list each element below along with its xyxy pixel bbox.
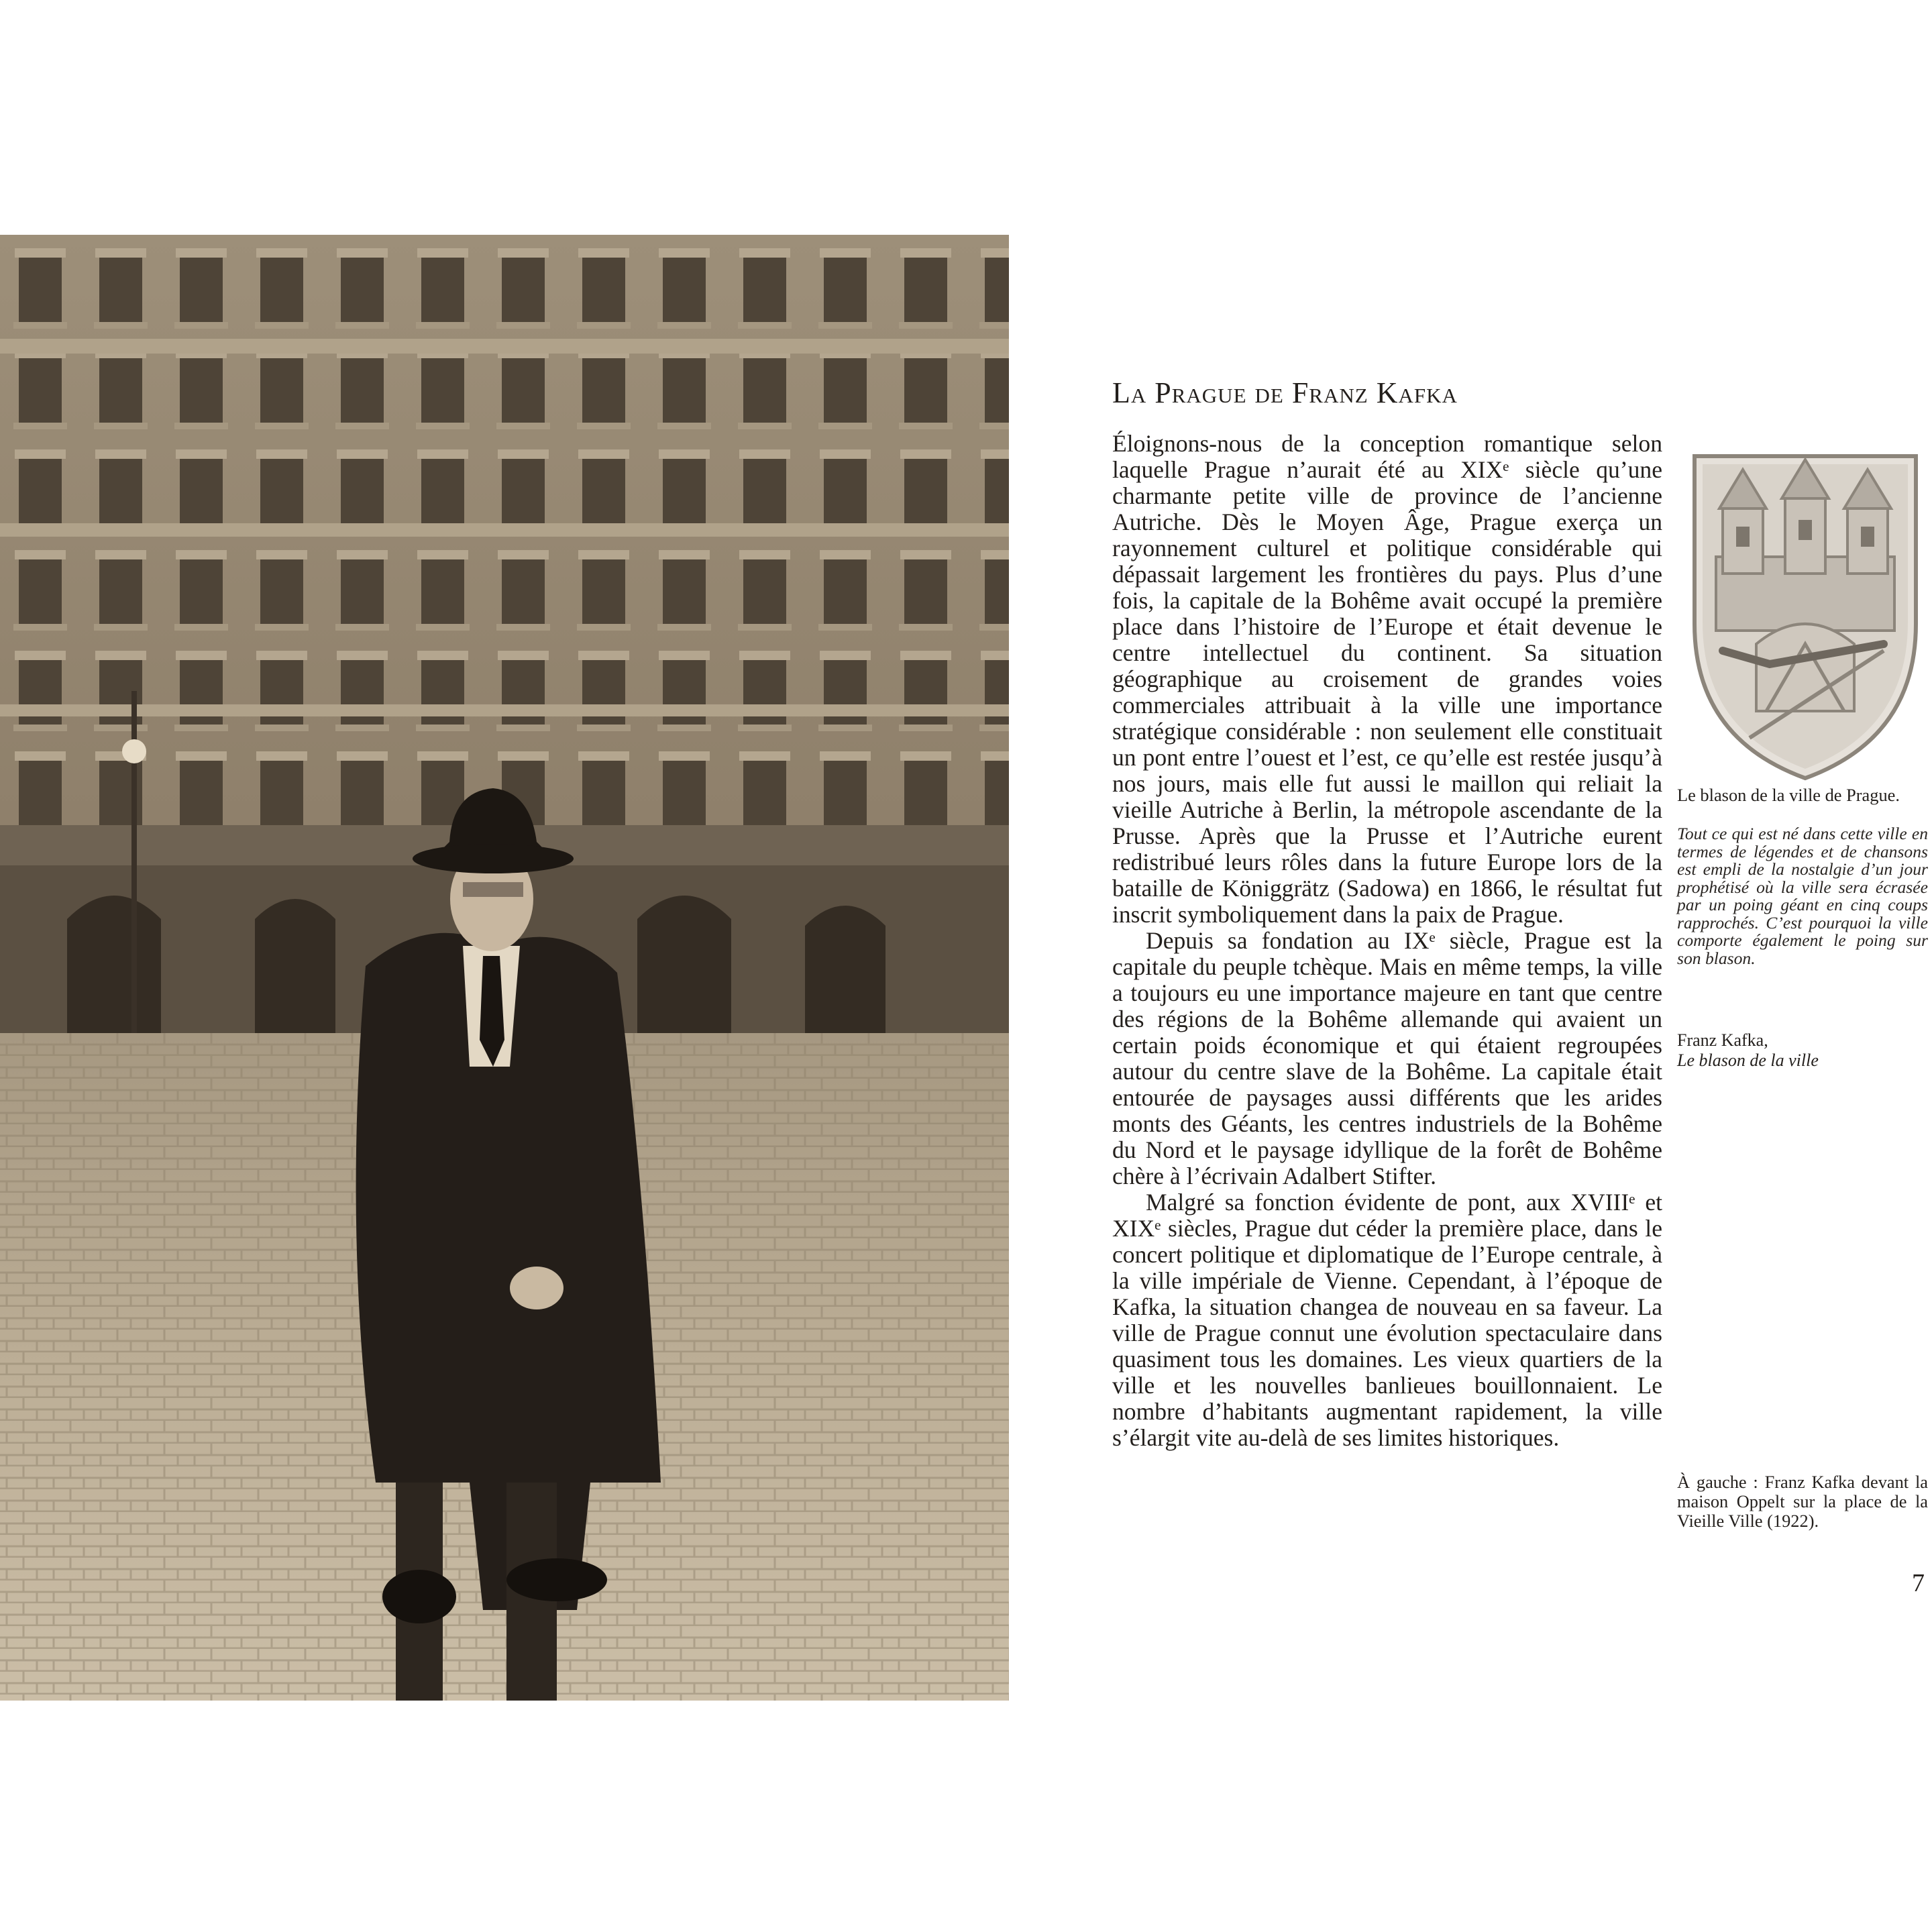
body-text [1112,431,1662,1451]
body-paragraph: Depuis sa fondation au IXᵉ siècle, Prague est la capitale du peuple tchèque. Mais en même temps, la ville a toujours eu une importance majeure en tant que centre des régions de la Bohême allemande qui avaient un certain poids économique et qui étaient regroupées autour du centre slave de la Bohême. La capitale était entourée de paysages aussi différents que les arides monts des Géants, les centres industriels de la Bohême du Nord et le paysage idyllique de la forêt de Bohême chère à l’écrivain Adalbert Stifter. [1112,927,1662,1189]
kafka-photograph [0,235,1009,1701]
quote-author: Franz Kafka, [1677,1030,1768,1050]
kafka-quote: Tout ce qui est né dans cette ville en termes de légendes et de chansons est empli de la nostalgie d’un jour prophétisé où la ville sera écrasée par un poing géant en cinq coups rapprochés. C’est pourquoi la ville comporte également le poing sur son blason. [1677,824,1928,968]
body-paragraph: Éloignons-nous de la conception romantique selon laquelle Prague n’aurait été au XIXᵉ siècle qu’une charmante petite ville de province de l’ancienne Autriche. Dès le Moyen Âge, Prague exerça un rayonnement culturel et politique considérable qui dépassait largement les frontières du pays. Plus d’une fois, la capitale de la Bohême avait occupé la première place dans l’histoire de l’Europe et était devenue le centre intellectuel du continent. Sa situation géographique au croisement de grandes voies commerciales attribuait à la ville une importance stratégique considérable : non seulement elle constituait un pont entre l’ouest et l’est, ce qu’elle est restée jusqu’à nos jours, mais elle fut aussi le maillon qui reliait la vieille Autriche à Berlin, la métropole ascendante de la Prusse. Après que la Prusse et l’Autriche eurent redistribué leurs rôles dans la future Europe lors de la bataille de Königgrätz (Sadowa) en 1866, le résultat fut inscrit symboliquement dans la paix de Prague. [1112,430,1662,928]
prague-crest-image [1682,443,1928,782]
quote-attribution [1677,1030,1928,1071]
crest-illustration [1682,443,1928,782]
page-number: 7 [1912,1569,1925,1597]
page-title: La Prague de Franz Kafka [1112,376,1458,409]
crest-caption: Le blason de la ville de Prague. [1677,785,1900,805]
quote-work: Le blason de la ville [1677,1051,1819,1070]
photo-caption: À gauche : Franz Kafka devant la maison Oppelt sur la place de la Vieille Ville (1922). [1677,1472,1928,1531]
kafka-photograph-illustration [0,235,1009,1701]
body-paragraph: Malgré sa fonction évidente de pont, aux XVIIIᵉ et XIXᵉ siècles, Prague dut céder la première place, dans le concert politique et diplomatique de l’Europe centrale, à la ville impériale de Vienne. Cependant, à l’époque de Kafka, la situation changea de nouveau en sa faveur. La ville de Prague connut une évolution spectaculaire dans quasiment tous les domaines. Les vieux quartiers de la ville et les nouvelles banlieues bouillonnaient. Le nombre d’habitants augmentant rapidement, la ville s’élargit vite au-delà de ses limites historiques. [1112,1189,1662,1451]
